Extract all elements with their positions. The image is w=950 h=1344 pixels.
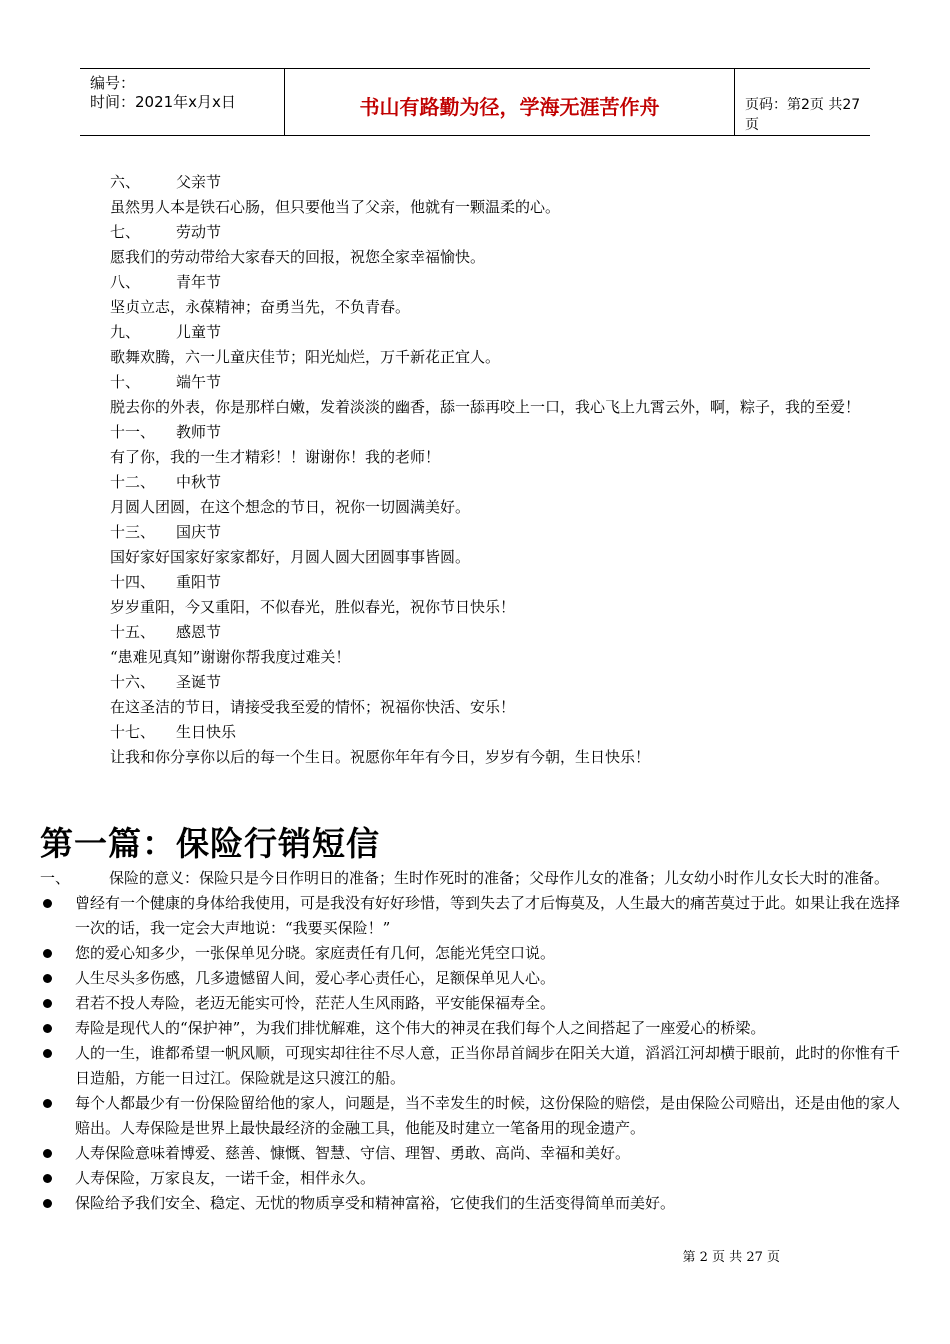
festival-number: 十六、 xyxy=(110,673,156,691)
festival-heading xyxy=(110,170,910,195)
festival-number: 十四、 xyxy=(110,573,156,591)
bullet-text: 保险给予我们安全、稳定、无忧的物质享受和精神富裕，它使我们的生活变得简单而美好。 xyxy=(75,1194,676,1212)
bullet-icon xyxy=(43,1099,52,1108)
list-item xyxy=(40,1041,910,1091)
festival-heading xyxy=(110,220,910,245)
festival-name: 国庆节 xyxy=(176,523,222,541)
intro-text: 保险的意义：保险只是今日作明日的准备；生时作死时的准备；父母作儿女的准备；儿女幼小时作儿女长大时的准备。 xyxy=(109,869,890,887)
festival-heading xyxy=(110,320,910,345)
festival-greeting: 愿我们的劳动带给大家春天的回报，祝您全家幸福愉快。 xyxy=(110,248,486,266)
festival-greeting: 让我和你分享你以后的每一个生日。祝愿你年年有今日，岁岁有今朝，生日快乐！ xyxy=(110,748,651,766)
list-item xyxy=(40,1016,910,1041)
festival-number: 十三、 xyxy=(110,523,156,541)
festival-heading xyxy=(110,420,910,445)
festival-greeting: 月圆人团圆，在这个想念的节日，祝你一切圆满美好。 xyxy=(110,498,471,516)
festival-number: 十二、 xyxy=(110,473,156,491)
festival-heading xyxy=(110,520,910,545)
bullet-icon xyxy=(43,949,52,958)
bullet-text: 您的爱心知多少，一张保单见分晓。家庭责任有几何，怎能光凭空口说。 xyxy=(75,944,556,962)
festival-heading xyxy=(110,370,910,395)
bullet-icon xyxy=(43,899,52,908)
section-title: 第一篇：保险行销短信 xyxy=(40,824,380,863)
bullet-icon xyxy=(43,1024,52,1033)
number-label: 编号： xyxy=(90,74,136,92)
festival-greeting: 虽然男人本是铁石心肠，但只要他当了父亲，他就有一颗温柔的心。 xyxy=(110,198,561,216)
festival-number: 十一、 xyxy=(110,423,156,441)
festival-name: 端午节 xyxy=(176,373,222,391)
bullet-icon xyxy=(43,999,52,1008)
festival-number: 十五、 xyxy=(110,623,156,641)
bullet-text: 每个人都最少有一份保险留给他的家人，问题是，当不幸发生的时候，这份保险的赔偿，是由保险公司赔出，还是由他的家人赔出。人寿保险是世界上最快最经济的金融工具，他能及时建立一笔备用的现金遗产。 xyxy=(75,1094,901,1137)
festival-heading xyxy=(110,670,910,695)
header-page-cell xyxy=(735,69,870,135)
festival-list xyxy=(110,170,910,770)
festival-greeting: 有了你，我的一生才精彩！！谢谢你！我的老师！ xyxy=(110,448,441,466)
page-footer: 第 2 页 共 27 页 xyxy=(682,1250,780,1265)
festival-number: 八、 xyxy=(110,273,141,291)
bullet-icon xyxy=(43,1199,52,1208)
festival-heading xyxy=(110,570,910,595)
bullet-text: 人生尽头多伤感，几多遗憾留人间，爱心孝心责任心，足额保单见人心。 xyxy=(75,969,556,987)
bullet-icon xyxy=(43,1174,52,1183)
list-item xyxy=(40,1191,910,1216)
festival-name: 感恩节 xyxy=(176,623,222,641)
list-item xyxy=(40,1141,910,1166)
page-label: 页码：第2页 共27页 xyxy=(745,97,861,133)
intro-paragraph xyxy=(40,866,910,891)
header-info-cell xyxy=(80,69,284,135)
festival-name: 中秋节 xyxy=(176,473,222,491)
bullet-text: 人寿保险，万家良友，一诺千金，相伴永久。 xyxy=(75,1169,376,1187)
festival-name: 青年节 xyxy=(176,273,222,291)
bullet-text: 曾经有一个健康的身体给我使用，可是我没有好好珍惜，等到失去了才后悔莫及，人生最大的痛苦莫过于此。如果让我在选择一次的话，我一定会大声地说：“我要买保险！” xyxy=(75,894,901,937)
motto: 书山有路勤为径，学海无涯苦作舟 xyxy=(359,95,660,119)
festival-number: 九、 xyxy=(110,323,141,341)
list-item xyxy=(40,966,910,991)
festival-greeting: 岁岁重阳，今又重阳，不似春光，胜似春光，祝你节日快乐！ xyxy=(110,598,516,616)
bullet-text: 人寿保险意味着博爱、慈善、慷慨、智慧、守信、理智、勇敢、高尚、幸福和美好。 xyxy=(75,1144,631,1162)
festival-name: 生日快乐 xyxy=(176,723,237,741)
festival-name: 劳动节 xyxy=(176,223,222,241)
festival-heading xyxy=(110,270,910,295)
festival-number: 十七、 xyxy=(110,723,156,741)
festival-number: 六、 xyxy=(110,173,141,191)
festival-greeting: 国好家好国家好家家都好，月圆人圆大团圆事事皆圆。 xyxy=(110,548,471,566)
festival-name: 重阳节 xyxy=(176,573,222,591)
date-label: 时间：2021年x月x日 xyxy=(90,93,236,111)
list-item xyxy=(40,991,910,1016)
festival-heading xyxy=(110,720,910,745)
festival-greeting: 歌舞欢腾，六一儿童庆佳节；阳光灿烂，万千新花正宜人。 xyxy=(110,348,501,366)
list-item xyxy=(40,1166,910,1191)
festival-greeting: 坚贞立志，永葆精神；奋勇当先，不负青春。 xyxy=(110,298,411,316)
list-item xyxy=(40,1091,910,1141)
list-item xyxy=(40,891,910,941)
bullet-text: 寿险是现代人的“保护神”，为我们排忧解难，这个伟大的神灵在我们每个人之间搭起了一座爱心的桥梁。 xyxy=(75,1019,766,1037)
bullet-icon xyxy=(43,1049,52,1058)
bullet-text: 人的一生，谁都希望一帆风顺，可现实却往往不尽人意，正当你昂首阔步在阳关大道，滔滔江河却横于眼前，此时的你惟有千日造船，方能一日过江。保险就是这只渡江的船。 xyxy=(75,1044,901,1087)
festival-greeting: 在这圣洁的节日，请接受我至爱的情怀；祝福你快活、安乐！ xyxy=(110,698,516,716)
document-header xyxy=(80,68,870,136)
festival-number: 七、 xyxy=(110,223,141,241)
bullet-text: 君若不投人寿险，老迈无能实可怜，茫茫人生风雨路，平安能保福寿全。 xyxy=(75,994,556,1012)
list-item xyxy=(40,941,910,966)
festival-heading xyxy=(110,620,910,645)
bullet-icon xyxy=(43,974,52,983)
festival-greeting: 脱去你的外表，你是那样白嫩，发着淡淡的幽香，舔一舔再咬上一口，我心飞上九霄云外，啊，粽子，我的至爱！ xyxy=(110,398,861,416)
festival-name: 圣诞节 xyxy=(176,673,222,691)
festival-number: 十、 xyxy=(110,373,141,391)
insurance-section xyxy=(40,866,910,1216)
festival-greeting: “患难见真知”谢谢你帮我度过难关！ xyxy=(110,648,351,666)
festival-heading xyxy=(110,470,910,495)
header-motto-cell xyxy=(284,69,735,135)
bullet-icon xyxy=(43,1149,52,1158)
bullet-list xyxy=(40,891,910,1216)
festival-name: 父亲节 xyxy=(176,173,222,191)
festival-name: 教师节 xyxy=(176,423,222,441)
intro-number: 一、 xyxy=(40,869,71,887)
festival-name: 儿童节 xyxy=(176,323,222,341)
